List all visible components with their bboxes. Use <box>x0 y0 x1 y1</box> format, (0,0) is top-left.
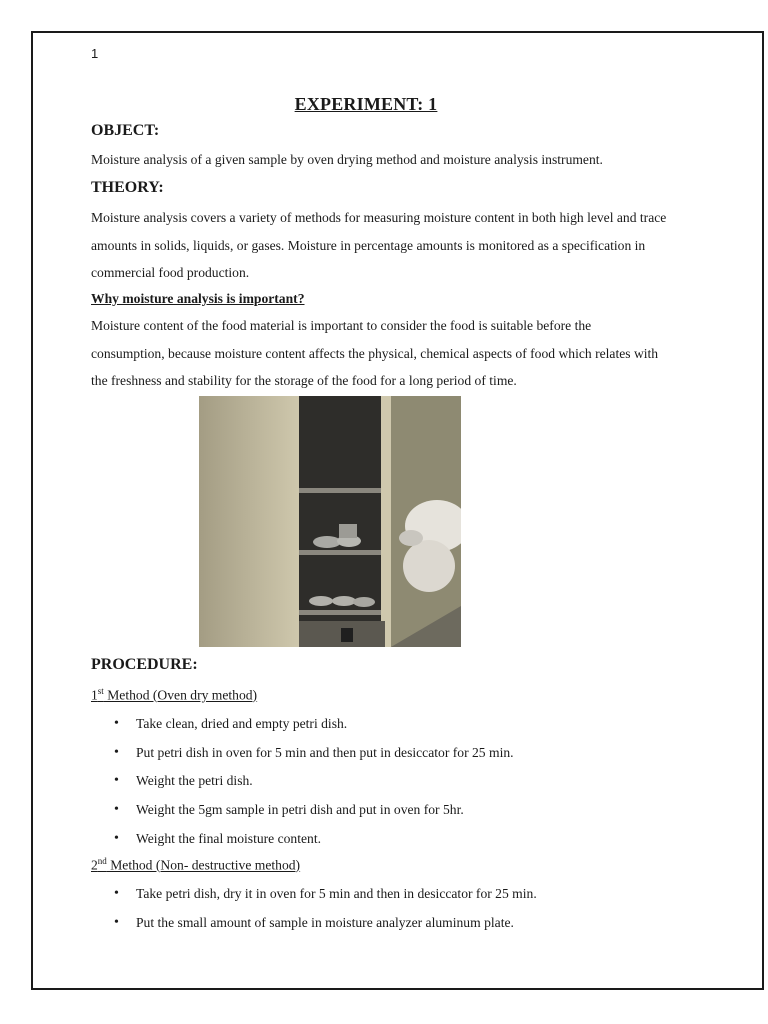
list-item: • Take petri dish, dry it in oven for 5 min and then in desiccator for 25 min. <box>91 884 537 913</box>
oven-photo <box>199 396 461 647</box>
importance-subheading: Why moisture analysis is important? <box>91 291 305 306</box>
procedure-heading: PROCEDURE: <box>91 656 198 673</box>
theory-text: Moisture analysis covers a variety of methods for measuring moisture content in both high level and trace amounts in solids, liquids, or gases. Moisture in percentage amounts is monitored as a specification in commercial food production. <box>91 210 667 280</box>
theory-heading: THEORY: <box>91 179 164 196</box>
list-item: • Weight the 5gm sample in petri dish and put in oven for 5hr. <box>91 800 514 829</box>
list-item: • Take clean, dried and empty petri dish. <box>91 714 514 743</box>
page-title: EXPERIMENT: 1 <box>294 94 438 114</box>
list-item: • Put the small amount of sample in moisture analyzer aluminum plate. <box>91 913 537 942</box>
importance-text: Moisture content of the food material is important to consider the food is suitable before the consumption, because moisture content affects the physical, chemical aspects of food which relates with the freshness and stability for the storage of the food for a long period of time. <box>91 318 659 388</box>
method2-label: 2nd Method (Non- destructive method) <box>91 856 301 873</box>
page-number: 1 <box>91 46 99 61</box>
object-heading: OBJECT: <box>91 122 160 139</box>
object-text: Moisture analysis of a given sample by oven drying method and moisture analysis instrument. <box>91 152 603 167</box>
method1-steps <box>91 714 514 857</box>
method1-label: 1st Method (Oven dry method) <box>91 686 258 703</box>
method2-steps <box>91 884 537 941</box>
list-item: • Weight the final moisture content. <box>91 829 514 858</box>
list-item: • Put petri dish in oven for 5 min and then put in desiccator for 25 min. <box>91 743 514 772</box>
list-item: • Weight the petri dish. <box>91 771 514 800</box>
